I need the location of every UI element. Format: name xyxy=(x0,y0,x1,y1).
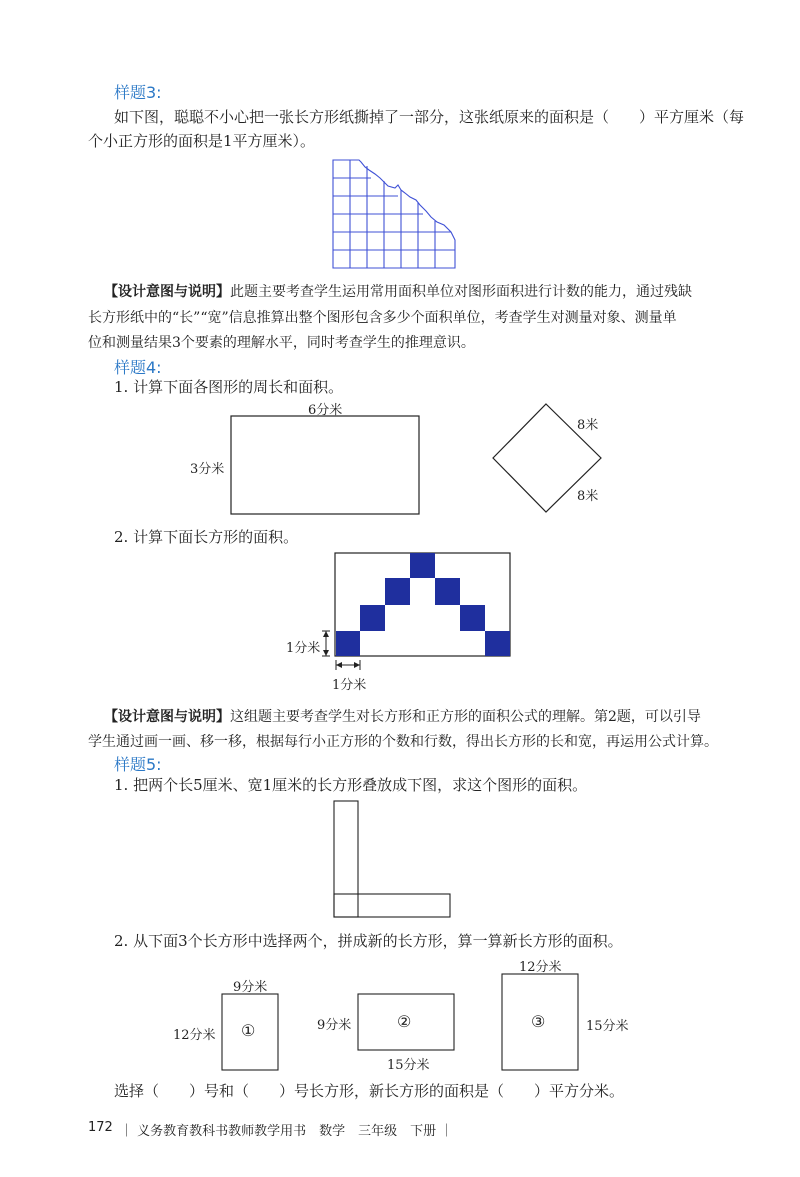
rect-top-label: 6分米 xyxy=(308,403,343,418)
design-note-1-line1 xyxy=(104,281,692,301)
l-shape-figure xyxy=(334,801,450,917)
sample4-question1: 1. 计算下面各图形的周长和面积。 xyxy=(114,378,344,396)
rect3-number: ③ xyxy=(531,1012,546,1031)
rect1-left-label: 12分米 xyxy=(173,1028,216,1043)
rectangle-6x3 xyxy=(231,416,419,514)
design-tag: 【设计意图与说明】 xyxy=(104,709,230,725)
rect1-number: ① xyxy=(241,1021,256,1040)
sample4-heading: 样题4: xyxy=(114,358,162,377)
torn-grid-figure xyxy=(333,160,455,268)
sample3-text-line2: 个小正方形的面积是1平方厘米）。 xyxy=(88,132,316,150)
page-number: 172 xyxy=(88,1120,113,1135)
design-note-2-line1 xyxy=(104,706,701,726)
design-note-2-line2: 学生通过画一画、移一移，根据每行小正方形的个数和行数，得出长方形的长和宽，再运用公式计算。 xyxy=(88,734,718,750)
unit-bottom-label: 1分米 xyxy=(332,678,367,693)
sample5-heading: 样题5: xyxy=(114,755,162,774)
sample3-text-line1: 如下图，聪聪不小心把一张长方形纸撕掉了一部分，这张纸原来的面积是（ ）平方厘米（每 xyxy=(114,108,745,126)
sample5-question2: 2. 从下面3个长方形中选择两个，拼成新的长方形，算一算新长方形的面积。 xyxy=(114,932,623,950)
sample5-question1: 1. 把两个长5厘米、宽1厘米的长方形叠放成下图，求这个图形的面积。 xyxy=(114,776,588,794)
square-bottom-label: 8米 xyxy=(577,489,599,504)
rect3-top-label: 12分米 xyxy=(519,960,562,975)
design-text: 此题主要考查学生运用常用面积单位对图形面积进行计数的能力，通过残缺 xyxy=(230,284,692,300)
rect-left-label: 3分米 xyxy=(190,462,225,477)
rect1-top-label: 9分米 xyxy=(233,980,268,995)
book-title: ｜ 义务教育教科书教师教学用书 数学 三年级 下册 ｜ xyxy=(120,1124,454,1139)
sample5-answer-line: 选择（ ）号和（ ）号长方形，新长方形的面积是（ ）平方分米。 xyxy=(114,1082,625,1100)
design-text: 这组题主要考查学生对长方形和正方形的面积公式的理解。第2题，可以引导 xyxy=(230,709,701,725)
design-tag: 【设计意图与说明】 xyxy=(104,284,230,300)
sample3-heading: 样题3: xyxy=(114,83,162,102)
design-note-1-line3: 位和测量结果3个要素的理解水平，同时考查学生的推理意识。 xyxy=(88,335,475,351)
tiled-rectangle xyxy=(322,553,510,670)
rect2-bottom-label: 15分米 xyxy=(387,1058,430,1073)
design-note-1-line2: 长方形纸中的“长”“宽”信息推算出整个图形包含多少个面积单位，考查学生对测量对象、测量单 xyxy=(88,310,677,326)
rect3-right-label: 15分米 xyxy=(586,1019,629,1034)
unit-left-label: 1分米 xyxy=(286,641,321,656)
square-top-label: 8米 xyxy=(577,418,599,433)
rect2-left-label: 9分米 xyxy=(317,1018,352,1033)
rect2-number: ② xyxy=(397,1012,412,1031)
sample4-question2: 2. 计算下面长方形的面积。 xyxy=(114,528,299,546)
